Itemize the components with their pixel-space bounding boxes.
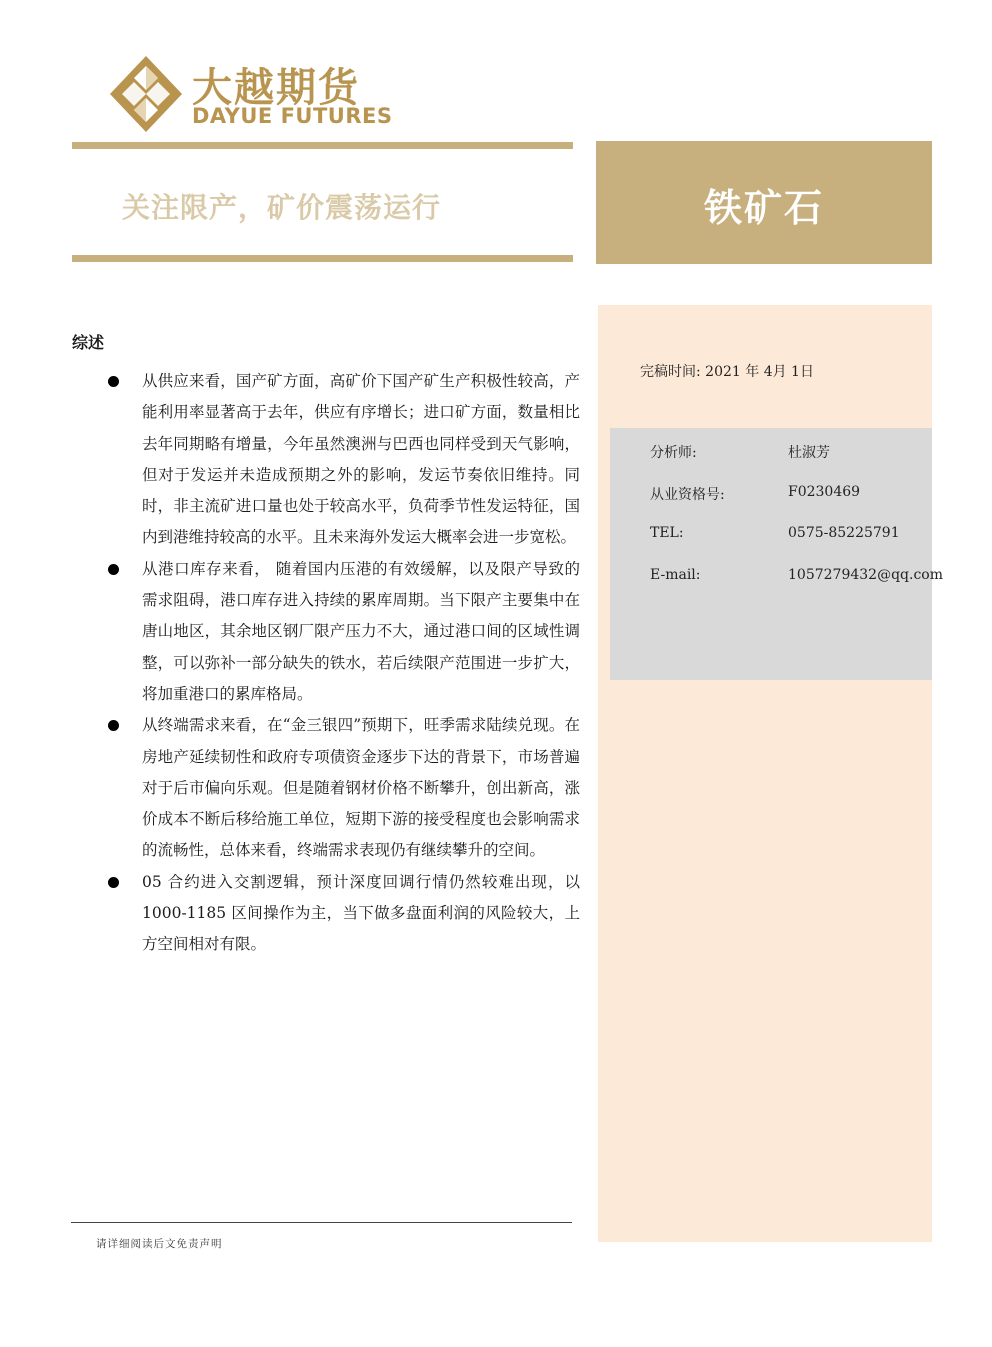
license-label: 从业资格号:	[650, 487, 725, 503]
email-value[interactable]: 1057279432@qq.com	[788, 567, 943, 583]
completion-date: 完稿时间: 2021 年 4月 1日	[640, 364, 814, 380]
tel-label: TEL:	[650, 525, 684, 541]
bullet-icon	[108, 376, 119, 387]
logo-name-cn: 大越期货	[192, 65, 360, 111]
tel-value: 0575-85225791	[788, 525, 900, 541]
disclaimer-note: 请详细阅读后文免责声明	[96, 1238, 223, 1250]
company-logo	[108, 54, 393, 136]
list-item	[105, 710, 580, 866]
footer-divider	[71, 1222, 572, 1223]
info-sidebar	[598, 305, 943, 1242]
bullet-icon	[108, 877, 119, 888]
bullet-icon	[108, 564, 119, 575]
list-item	[105, 366, 580, 554]
headline-bottom-rule	[72, 255, 573, 262]
logo-name-en: DAYUE FUTURES	[192, 104, 393, 128]
analyst-info-box	[610, 428, 943, 680]
category-label: 铁矿石	[703, 186, 824, 230]
license-value: F0230469	[788, 484, 861, 500]
bullet-text: 05 合约进入交割逻辑，预计深度回调行情仍然较难出现，以 1000-1185 区间操作为主，当下做多盘面利润的风险较大，上方空间相对有限。	[142, 872, 580, 954]
bullet-icon	[108, 720, 119, 731]
bullet-text: 从港口库存来看， 随着国内压港的有效缓解，以及限产导致的需求阻碍，港口库存进入持续的累库周期。当下限产主要集中在唐山地区，其余地区钢厂限产压力不大，通过港口间的区域性调整，可以弥补一部分缺失的铁水，若后续限产范围进一步扩大，将加重港口的累库格局。	[142, 559, 580, 703]
analyst-label: 分析师:	[650, 445, 697, 461]
bullet-text: 从终端需求来看，在“金三银四”预期下，旺季需求陆续兑现。在房地产延续韧性和政府专项债资金逐步下达的背景下，市场普遍对于后市偏向乐观。但是随着钢材价格不断攀升，创出新高，涨价成本不断后移给施工单位，短期下游的接受程度也会影响需求的流畅性，总体来看，终端需求表现仍有继续攀升的空间。	[142, 716, 580, 860]
category-banner	[596, 141, 932, 264]
summary-bullet-list	[105, 366, 580, 961]
report-headline: 关注限产，矿价震荡运行	[122, 191, 442, 224]
headline-top-rule	[72, 142, 573, 149]
list-item	[105, 554, 580, 710]
email-label: E-mail:	[650, 567, 701, 583]
analyst-value: 杜淑芳	[788, 445, 830, 461]
section-title: 综述	[72, 333, 105, 352]
logo-emblem-icon	[108, 54, 184, 134]
list-item	[105, 867, 580, 961]
bullet-text: 从供应来看，国产矿方面，高矿价下国产矿生产积极性较高，产能利用率显著高于去年，供应有序增长；进口矿方面，数量相比去年同期略有增量，今年虽然澳洲与巴西也同样受到天气影响，但对于发运并未造成预期之外的影响，发运节奏依旧维持。同时，非主流矿进口量也处于较高水平，负荷季节性发运特征，国内到港维持较高的水平。且未来海外发运大概率会进一步宽松。	[142, 372, 580, 547]
